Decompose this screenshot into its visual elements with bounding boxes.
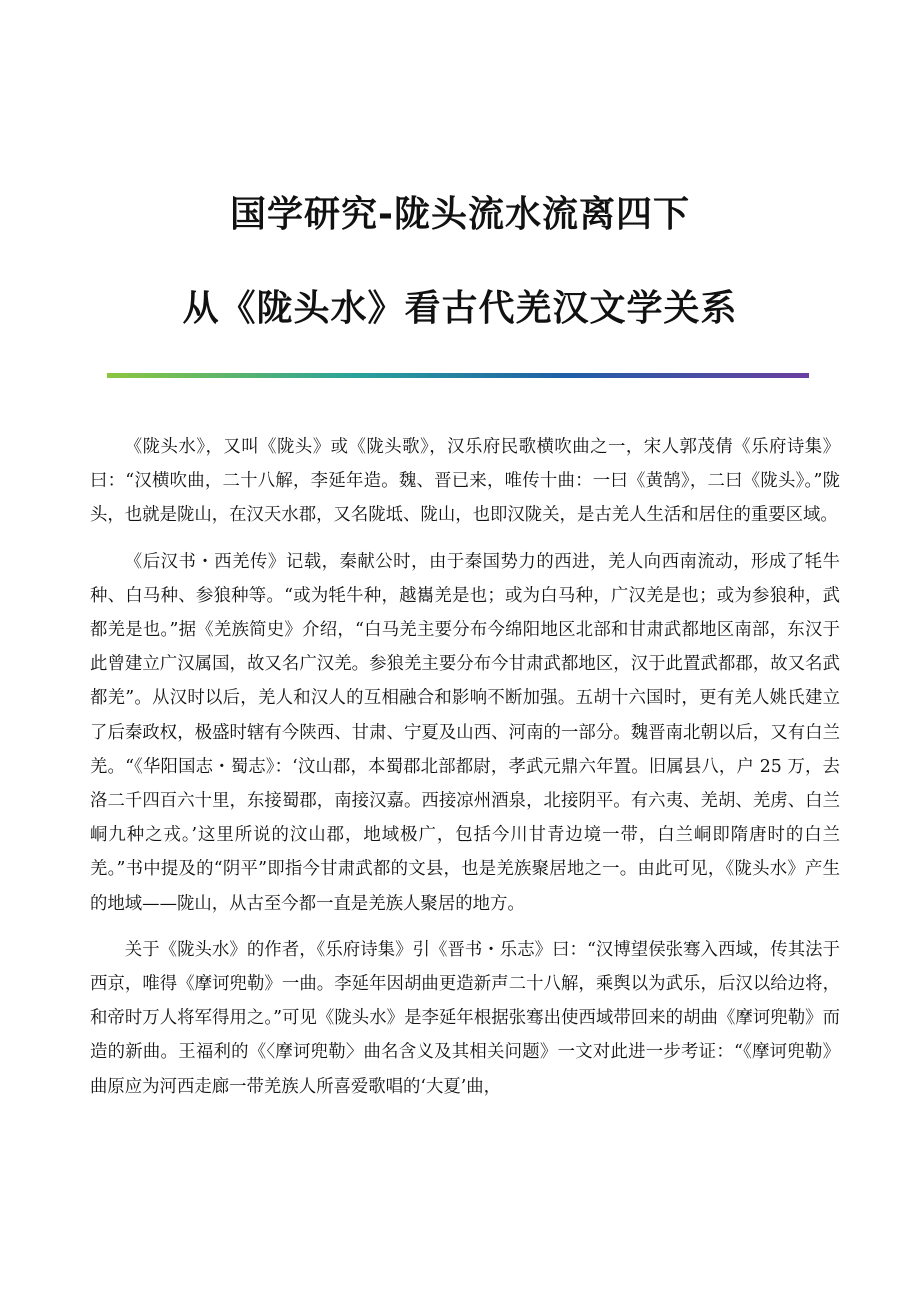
gradient-divider bbox=[107, 373, 809, 378]
article-body bbox=[90, 430, 840, 1116]
title-line-2: 从《陇头水》看古代羌汉文学关系 bbox=[182, 288, 738, 329]
paragraph-2: 《后汉书・西羌传》记载，秦献公时，由于秦国势力的西进，羌人向西南流动，形成了牦牛种、白马种、参狼种等。“或为牦牛种，越巂羌是也；或为白马种，广汉羌是也；或为参狼种，武都羌是也。”据《羌族简史》介绍，“白马羌主要分布今绵阳地区北部和甘肃武都地区南部，东汉于此曾建立广汉属国，故又名广汉羌。参狼羌主要分布今甘肃武都地区，汉于此置武都郡，故又名武都羌”。从汉时以后，羌人和汉人的互相融合和影响不断加强。五胡十六国时，更有羌人姚氏建立了后秦政权，极盛时辖有今陕西、甘肃、宁夏及山西、河南的一部分。魏晋南北朝以后，又有白兰羌。“《华阳国志・蜀志》：‘汶山郡，本蜀郡北部都尉，孝武元鼎六年置。旧属县八，户 25 万，去洛二千四百六十里，东接蜀郡，南接汉嘉。西接凉州酒泉，北接阴平。有六夷、羌胡、羌虏、白兰峒九种之戎。’这里所说的汶山郡，地域极广，包括今川甘青边境一带，白兰峒即隋唐时的白兰羌。”书中提及的“阴平”即指今甘肃武都的文县，也是羌族聚居地之一。由此可见，《陇头水》产生的地域——陇山，从古至今都一直是羌族人聚居的地方。 bbox=[90, 551, 840, 914]
paragraph-1: 《陇头水》，又叫《陇头》或《陇头歌》，汉乐府民歌横吹曲之一，宋人郭茂倩《乐府诗集》曰：“汉横吹曲，二十八解，李延年造。魏、晋已来，唯传十曲：一曰《黄鹄》，二曰《陇头》。”陇头，也就是陇山，在汉天水郡，又名陇坻、陇山，也即汉陇关，是古羌人生活和居住的重要区域。 bbox=[90, 437, 840, 526]
title-line-1: 国学研究-陇头流水流离四下 bbox=[230, 194, 690, 235]
paragraph-3: 关于《陇头水》的作者，《乐府诗集》引《晋书・乐志》曰：“汉博望侯张骞入西域，传其法于西京，唯得《摩诃兜勒》一曲。李延年因胡曲更造新声二十八解，乘舆以为武乐，后汉以给边将，和帝时万人将军得用之。”可见《陇头水》是李延年根据张骞出使西域带回来的胡曲《摩诃兜勒》而造的新曲。王福利的《〈摩诃兜勒〉曲名含义及其相关问题》一文对此进一步考证：“《摩诃兜勒》曲原应为河西走廊一带羌族人所喜爱歌唱的‘大夏’曲， bbox=[90, 939, 840, 1097]
